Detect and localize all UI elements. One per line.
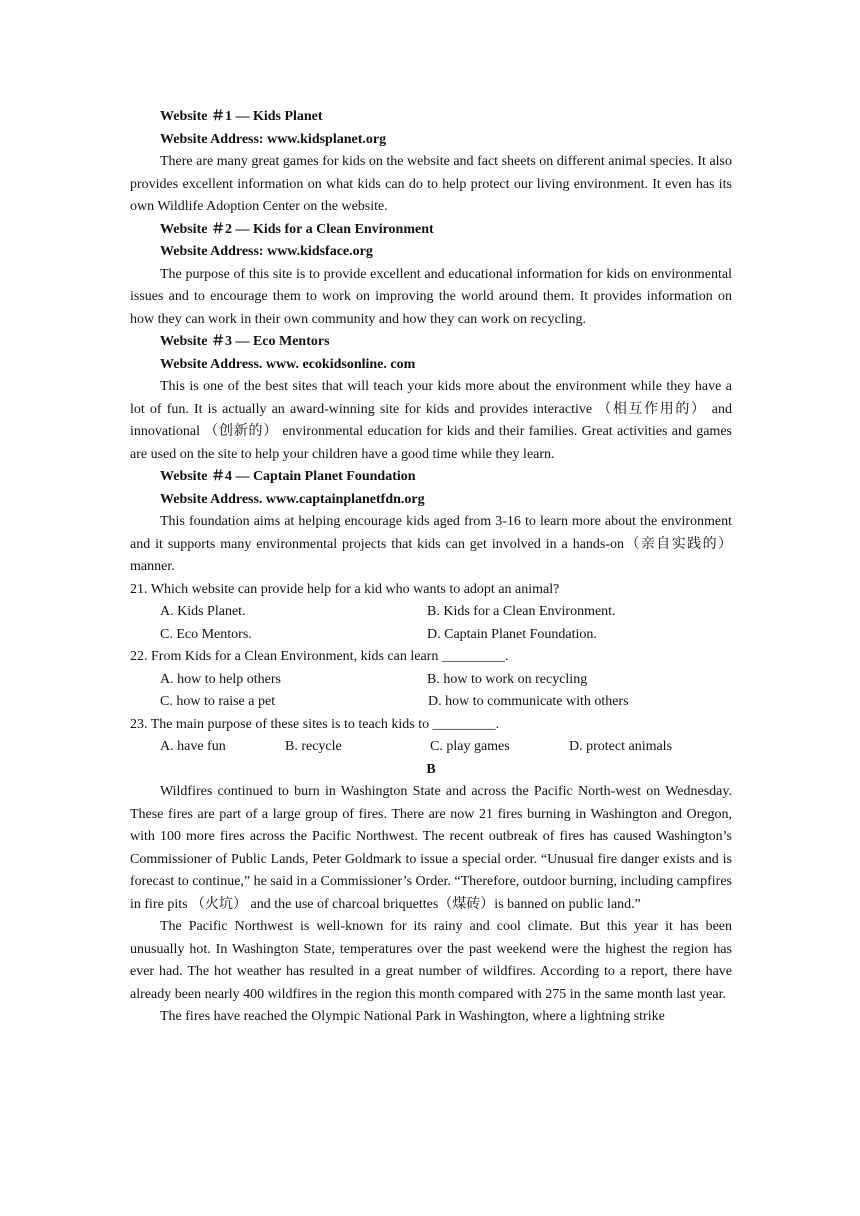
passage-b-paragraph-2: The Pacific Northwest is well-known for its rainy and cool climate. But this year it has been unusually hot. In Washington State, temperatures over the past weekend were the highest the region has ever had. The hot weather has resulted in a great number of wildfires. According to a report, there have already been nearly 400 wildfires in the region this month compared with 275 in the same month last year. xyxy=(130,919,732,1002)
question-23-stem: 23. The main purpose of these sites is to teach kids to _________. xyxy=(130,716,500,732)
site-3-address: Website Address. www. ecokidsonline. com xyxy=(160,356,416,372)
option-d: D. how to communicate with others xyxy=(428,694,629,709)
site-1-text: There are many great games for kids on the website and fact sheets on different animal species. It also provides excellent information on what kids can do to help protect our living environment. It even has its own Wildlife Adoption Center on the website. xyxy=(130,154,732,214)
passage-b-paragraph-1: Wildfires continued to burn in Washington State and across the Pacific North-west on Wednesday. These fires are part of a large group of fires. There are now 21 fires burning in Washington and Oregon, with 100 more fires across the Pacific Northwest. The recent outbreak of fires has caused Washington’s Commissioner of Public Lands, Peter Goldmark to issue a special order. “Unusual fire danger exists and is forecast to continue,” he said in a Commissioner’s Order. “Therefore, outdoor burning, including campfires in fire pits （火坑） and the use of charcoal briquettes（煤砖）is banned on public land.” xyxy=(130,784,732,912)
question-22-stem: 22. From Kids for a Clean Environment, kids can learn _________. xyxy=(130,649,509,664)
passage-b-label: B xyxy=(426,761,436,777)
question-22-options-row-2 xyxy=(130,691,732,714)
question-21-stem: 21. Which website can provide help for a kid who wants to adopt an animal? xyxy=(130,581,560,597)
site-2-address: Website Address: www.kidsface.org xyxy=(160,244,373,259)
site-3-heading: Website ＃3 — Eco Mentors xyxy=(160,334,330,349)
site-3-text: This is one of the best sites that will teach your kids more about the environment while they have a lot of fun. It is actually an award-winning site for kids and provides interactive （相互作用的） and innovational （创新的） environmental education for kids and their families. Great activities and games are used on the site to help your children have a good time while they learn. xyxy=(130,379,732,462)
site-1-address: Website Address: www.kidsplanet.org xyxy=(160,131,387,147)
option-a: A. have fun xyxy=(160,739,226,754)
document-page xyxy=(130,106,732,1029)
question-23-options-row xyxy=(130,736,732,759)
option-d: D. protect animals xyxy=(569,739,673,754)
option-c: C. Eco Mentors. xyxy=(160,626,252,642)
option-c: C. play games xyxy=(430,739,510,754)
site-1-heading: Website ＃1 — Kids Planet xyxy=(160,109,323,124)
question-22-options-row-1 xyxy=(130,669,732,692)
option-b: B. recycle xyxy=(285,739,342,754)
option-a: A. Kids Planet. xyxy=(160,604,246,619)
option-d: D. Captain Planet Foundation. xyxy=(427,626,597,642)
option-a: A. how to help others xyxy=(160,671,281,687)
site-4-address: Website Address. www.captainplanetfdn.org xyxy=(160,491,425,507)
site-4-text: This foundation aims at helping encourage kids aged from 3-16 to learn more about the environment and it supports many environmental projects that kids can get involved in a hands-on（亲自实践的）manner. xyxy=(130,514,732,574)
site-2-text: The purpose of this site is to provide excellent and educational information for kids on environmental issues and to encourage them to work on improving the world around them. It provides information on how they can work in their own community and how they can work on recycling. xyxy=(130,266,732,327)
option-b: B. how to work on recycling xyxy=(427,671,588,687)
site-4-heading: Website ＃4 — Captain Planet Foundation xyxy=(160,469,416,484)
option-c: C. how to raise a pet xyxy=(160,694,276,709)
option-b: B. Kids for a Clean Environment. xyxy=(427,604,616,619)
passage-b-paragraph-3: The fires have reached the Olympic National Park in Washington, where a lightning strike xyxy=(160,1009,665,1024)
question-21-options-row-1 xyxy=(130,601,732,624)
site-2-heading: Website ＃2 — Kids for a Clean Environment xyxy=(160,221,434,237)
question-21-options-row-2 xyxy=(130,624,732,647)
